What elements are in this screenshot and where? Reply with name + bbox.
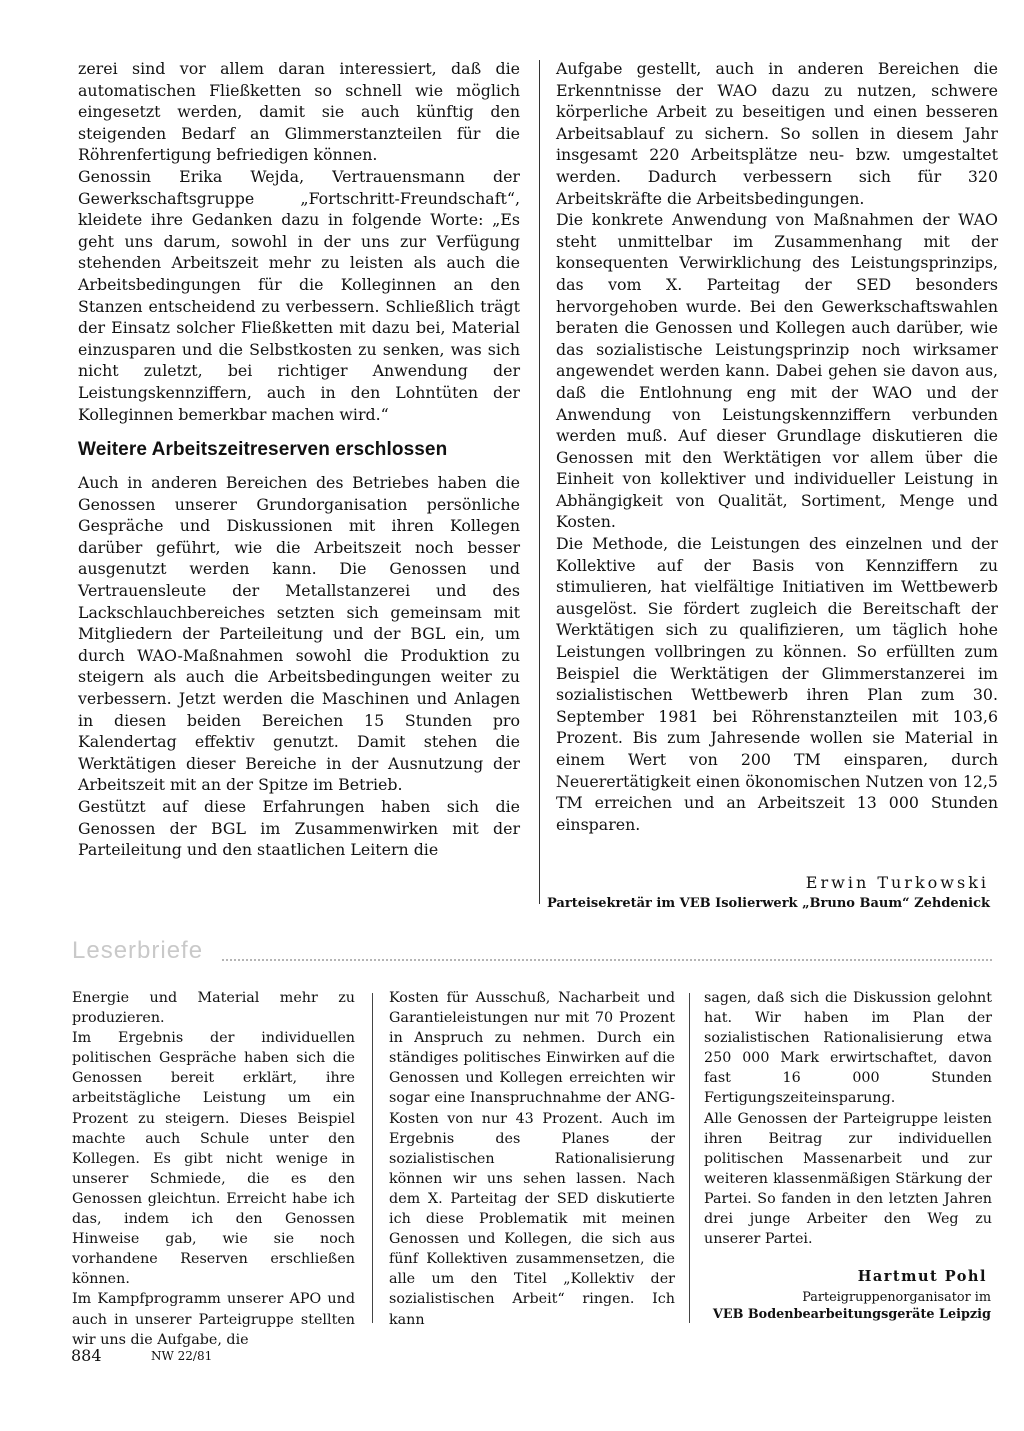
issue-label: NW 22/81	[151, 1349, 213, 1363]
paragraph: Kosten für Ausschuß, Nacharbeit und Garantieleistungen nur mit 70 Prozent in Anspruch zu nehmen. Durch ein ständiges politisches Einwirken auf die Genossen und Kollegen erreichten wir sogar eine Inanspruchnahme der ANG-Kosten von nur 43 Prozent. Auch im Ergebnis des Planes der sozialistischen Rationalisierung können wir uns sehen lassen. Nach dem X. Parteitag der SED diskutierte ich diese Problematik mit meinen Genossen und Kollegen, die sich aus fünf Kollektiven zusammensetzen, die alle um den Titel „Kollektiv der sozialistischen Arbeit“ ringen. Ich kann	[389, 990, 675, 1328]
paragraph: Energie und Material mehr zu produzieren.	[72, 990, 355, 1027]
paragraph: Im Kampfprogramm unserer APO und auch in unserer Parteigruppe stellten wir uns die Aufgabe, die	[72, 1291, 355, 1348]
paragraph: Genossin Erika Wejda, Vertrauensmann der Gewerkschaftsgruppe „Fortschritt-Freundschaft“, kleidete ihre Gedanken dazu in folgende Worte: „Es geht uns darum, sowohl in der uns zur Verfügung stehenden Arbeitszeit mehr zu leisten als auch die Arbeitsbedingungen für die Kolleginnen an den Stanzen entscheidend zu verbessern. Schließlich trägt der Einsatz solcher Fließketten mit dazu bei, Material einzusparen und die Selbstkosten zu senken, was sich nicht zuletzt, bei richtiger Anwendung der Leistungskennziffern, auch in den Lohntüten der Kolleginnen bemerkbar machen wird.“	[78, 166, 520, 424]
paragraph: Die konkrete Anwendung von Maßnahmen der WAO steht unmittelbar im Zusammenhang mit der konsequenten Verwirklichung des Leistungsprinzips, das vom X. Parteitag der SED besonders hervorgehoben wurde. Bei den Gewerkschaftswahlen beraten die Genossen und Kollegen auch darüber, wie das sozialistische Leistungsprinzip noch wirksamer angewendet werden kann. Dabei gehen sie davon aus, daß die Entlohnung eng mit der WAO und der Anwendung von Leistungskennziffern verbunden werden muß. Auf dieser Grundlage diskutieren die Genossen mit den Werktätigen vor allem über die Einheit von kollektiver und individueller Leistung in Abhängigkeit von Qualität, Sortiment, Menge und Kosten.	[556, 210, 998, 532]
column-divider	[372, 993, 373, 1323]
letter-author-role: Parteigruppenorganisator im	[802, 1290, 991, 1305]
letters-section-title: Leserbriefe	[72, 937, 211, 965]
letters-section-header	[72, 937, 992, 967]
page-number: 884	[71, 1346, 102, 1365]
paragraph: Im Ergebnis der individuellen politischen Gespräche haben sich die Genossen bereit erklärt, ihre arbeitstägliche Leistung um ein Prozent zu steigern. Dieses Beispiel machte auch Schule unter den Kollegen. Es gibt nicht wenige in unserer Schmiede, die es den Genossen gleichtun. Erreicht habe ich das, indem ich den Genossen Hinweise gab, wie sie noch vorhandene Reserven erschließen können.	[72, 1030, 355, 1288]
letters-column-2	[389, 988, 675, 1330]
letter-author: Hartmut Pohl	[857, 1268, 987, 1285]
letters-column-1	[72, 988, 355, 1350]
paragraph: Gestützt auf diese Erfahrungen haben sich die Genossen der BGL im Zusammenwirken mit der Parteileitung und den staatlichen Leitern die	[78, 797, 520, 860]
column-divider	[689, 993, 690, 1323]
letter-author-organization: VEB Bodenbearbeitungsgeräte Leipzig	[712, 1307, 991, 1322]
paragraph: zerei sind vor allem daran interessiert, daß die automatischen Fließketten so schnell wie möglich eingesetzt werden, damit sie auch künftig den steigenden Bedarf an Glimmerstanzteilen für die Röhrenfertigung befriedigen können.	[78, 59, 520, 165]
dotted-rule	[222, 959, 992, 961]
letters-column-3	[704, 988, 992, 1249]
paragraph: Auch in anderen Bereichen des Betriebes haben die Genossen unserer Grundorganisation persönliche Gespräche und Diskussionen mit ihren Kollegen darüber geführt, wie die Arbeitszeit noch besser ausgenutzt werden kann. Die Genossen und Vertrauensleute der Metallstanzerei und des Lackschlauchbereiches setzten sich gemeinsam mit Mitgliedern der Parteileitung und der BGL ein, um durch WAO-Maßnahmen sowohl die Produktion zu steigern als auch die Arbeitsbedingungen weiter zu verbessern. Jetzt werden die Maschinen und Anlagen in diesen beiden Bereichen 15 Stunden pro Kalendertag effektiv genutzt. Damit stehen die Werktätigen dieser Bereiche in der Ausnutzung der Arbeitszeit mit an der Spitze im Betrieb.	[78, 473, 520, 795]
column-divider	[539, 60, 540, 904]
paragraph: Die Methode, die Leistungen des einzelnen und der Kollektive auf der Basis von Kennziffern zu stimulieren, hat vielfältige Initiativen im Wettbewerb ausgelöst. Sie fördert zugleich die Bereitschaft der Werktätigen sich zu qualifizieren, um täglich hohe Leistungen vollbringen zu können. So erfüllten zum Beispiel die Werktätigen der Glimmerstanzerei im sozialistischen Wettbewerb ihren Plan zum 30. September 1981 bei Röhrenstanzteilen mit 103,6 Prozent. Bis zum Jahresende wollen sie Material in einem Wert von 200 TM einsparen, durch Neuerertätigkeit einen ökonomischen Nutzen von 12,5 TM erreichen und an Arbeitszeit 13 000 Stunden einsparen.	[556, 534, 998, 834]
paragraph: Aufgabe gestellt, auch in anderen Bereichen die Erkenntnisse der WAO dazu zu nutzen, schwere körperliche Arbeit zu beseitigen und einen besseren Arbeitsablauf zu sichern. So sollen in diesem Jahr insgesamt 220 Arbeitsplätze neu- bzw. umgestaltet werden. Dadurch verbessern sich für 320 Arbeitskräfte die Arbeitsbedingungen.	[556, 59, 998, 208]
paragraph: sagen, daß sich die Diskussion gelohnt hat. Wir haben im Plan der sozialistischen Rationalisierung etwa 250 000 Mark erwirtschaftet, davon fast 16 000 Stunden Fertigungszeiteinsparung.	[704, 990, 992, 1107]
section-subheading: Weitere Arbeitszeitreserven erschlossen	[78, 439, 448, 461]
article-author: Erwin Turkowski	[805, 873, 989, 892]
article-left-column	[78, 58, 520, 861]
article-right-column	[556, 58, 998, 835]
article-author-role: Parteisekretär im VEB Isolierwerk „Bruno Baum“ Zehdenick	[547, 896, 990, 911]
paragraph: Alle Genossen der Parteigruppe leisten ihren Beitrag zur individuellen politischen Massenarbeit und zur weiteren klassenmäßigen Stärkung der Partei. So fanden in den letzten Jahren drei junge Arbeiter den Weg zu unserer Partei.	[704, 1110, 992, 1248]
